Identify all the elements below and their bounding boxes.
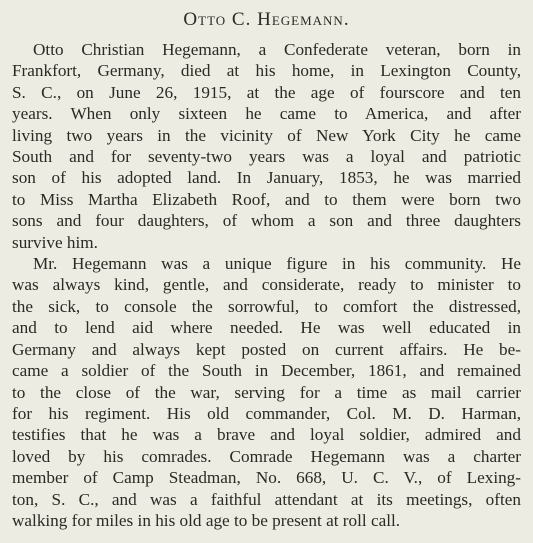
text-line: walking for miles in his old age to be present at roll call. bbox=[12, 510, 401, 530]
text-line: to Miss Martha Elizabeth Roof, and to them were born two bbox=[12, 189, 521, 209]
text-line: living two years in the vicinity of New York City he came bbox=[12, 125, 521, 145]
text-line: S. C., on June 26, 1915, at the age of fourscore and ten bbox=[12, 82, 521, 102]
paragraph-2 bbox=[12, 253, 521, 531]
text-line: and to lend aid where needed. He was well educated in bbox=[12, 318, 521, 338]
text-line: Germany and always kept posted on current affairs. He be- bbox=[12, 339, 521, 359]
text-line: ton, S. C., and was a faithful attendant at its meetings, often bbox=[12, 489, 521, 509]
text-line: to the close of the war, serving for a time as mail carrier bbox=[12, 382, 521, 402]
text-line: member of Camp Steadman, No. 668, U. C. V., of Lexing- bbox=[12, 468, 521, 488]
text-line: came a soldier of the South in December, 1861, and remained bbox=[12, 361, 521, 381]
article-title: Otto C. Hegemann. bbox=[183, 9, 350, 30]
paragraph-1 bbox=[12, 39, 521, 253]
text-line: Frankfort, Germany, died at his home, in Lexington County, bbox=[12, 61, 521, 81]
text-line: testifies that he was a brave and loyal soldier, admired and bbox=[12, 425, 521, 445]
text-line: loved by his comrades. Comrade Hegemann was a charter bbox=[12, 446, 521, 466]
text-line: for his regiment. His old commander, Col. M. D. Harman, bbox=[12, 403, 521, 423]
text-line: son of his adopted land. In January, 1853, he was married bbox=[12, 168, 521, 188]
text-line: sons and four daughters, of whom a son and three daughters bbox=[12, 211, 521, 231]
text-line: Mr. Hegemann was a unique figure in his community. He bbox=[33, 254, 521, 274]
text-line: the sick, to console the sorrowful, to comfort the distressed, bbox=[12, 296, 521, 316]
text-line: years. When only sixteen he came to America, and after bbox=[12, 104, 521, 124]
text-line: South and for seventy-two years was a loyal and patriotic bbox=[12, 147, 521, 167]
text-line: was always kind, gentle, and considerate, ready to minister to bbox=[12, 275, 521, 295]
text-line: survive him. bbox=[12, 232, 98, 252]
text-line: Otto Christian Hegemann, a Confederate veteran, born in bbox=[33, 40, 521, 59]
